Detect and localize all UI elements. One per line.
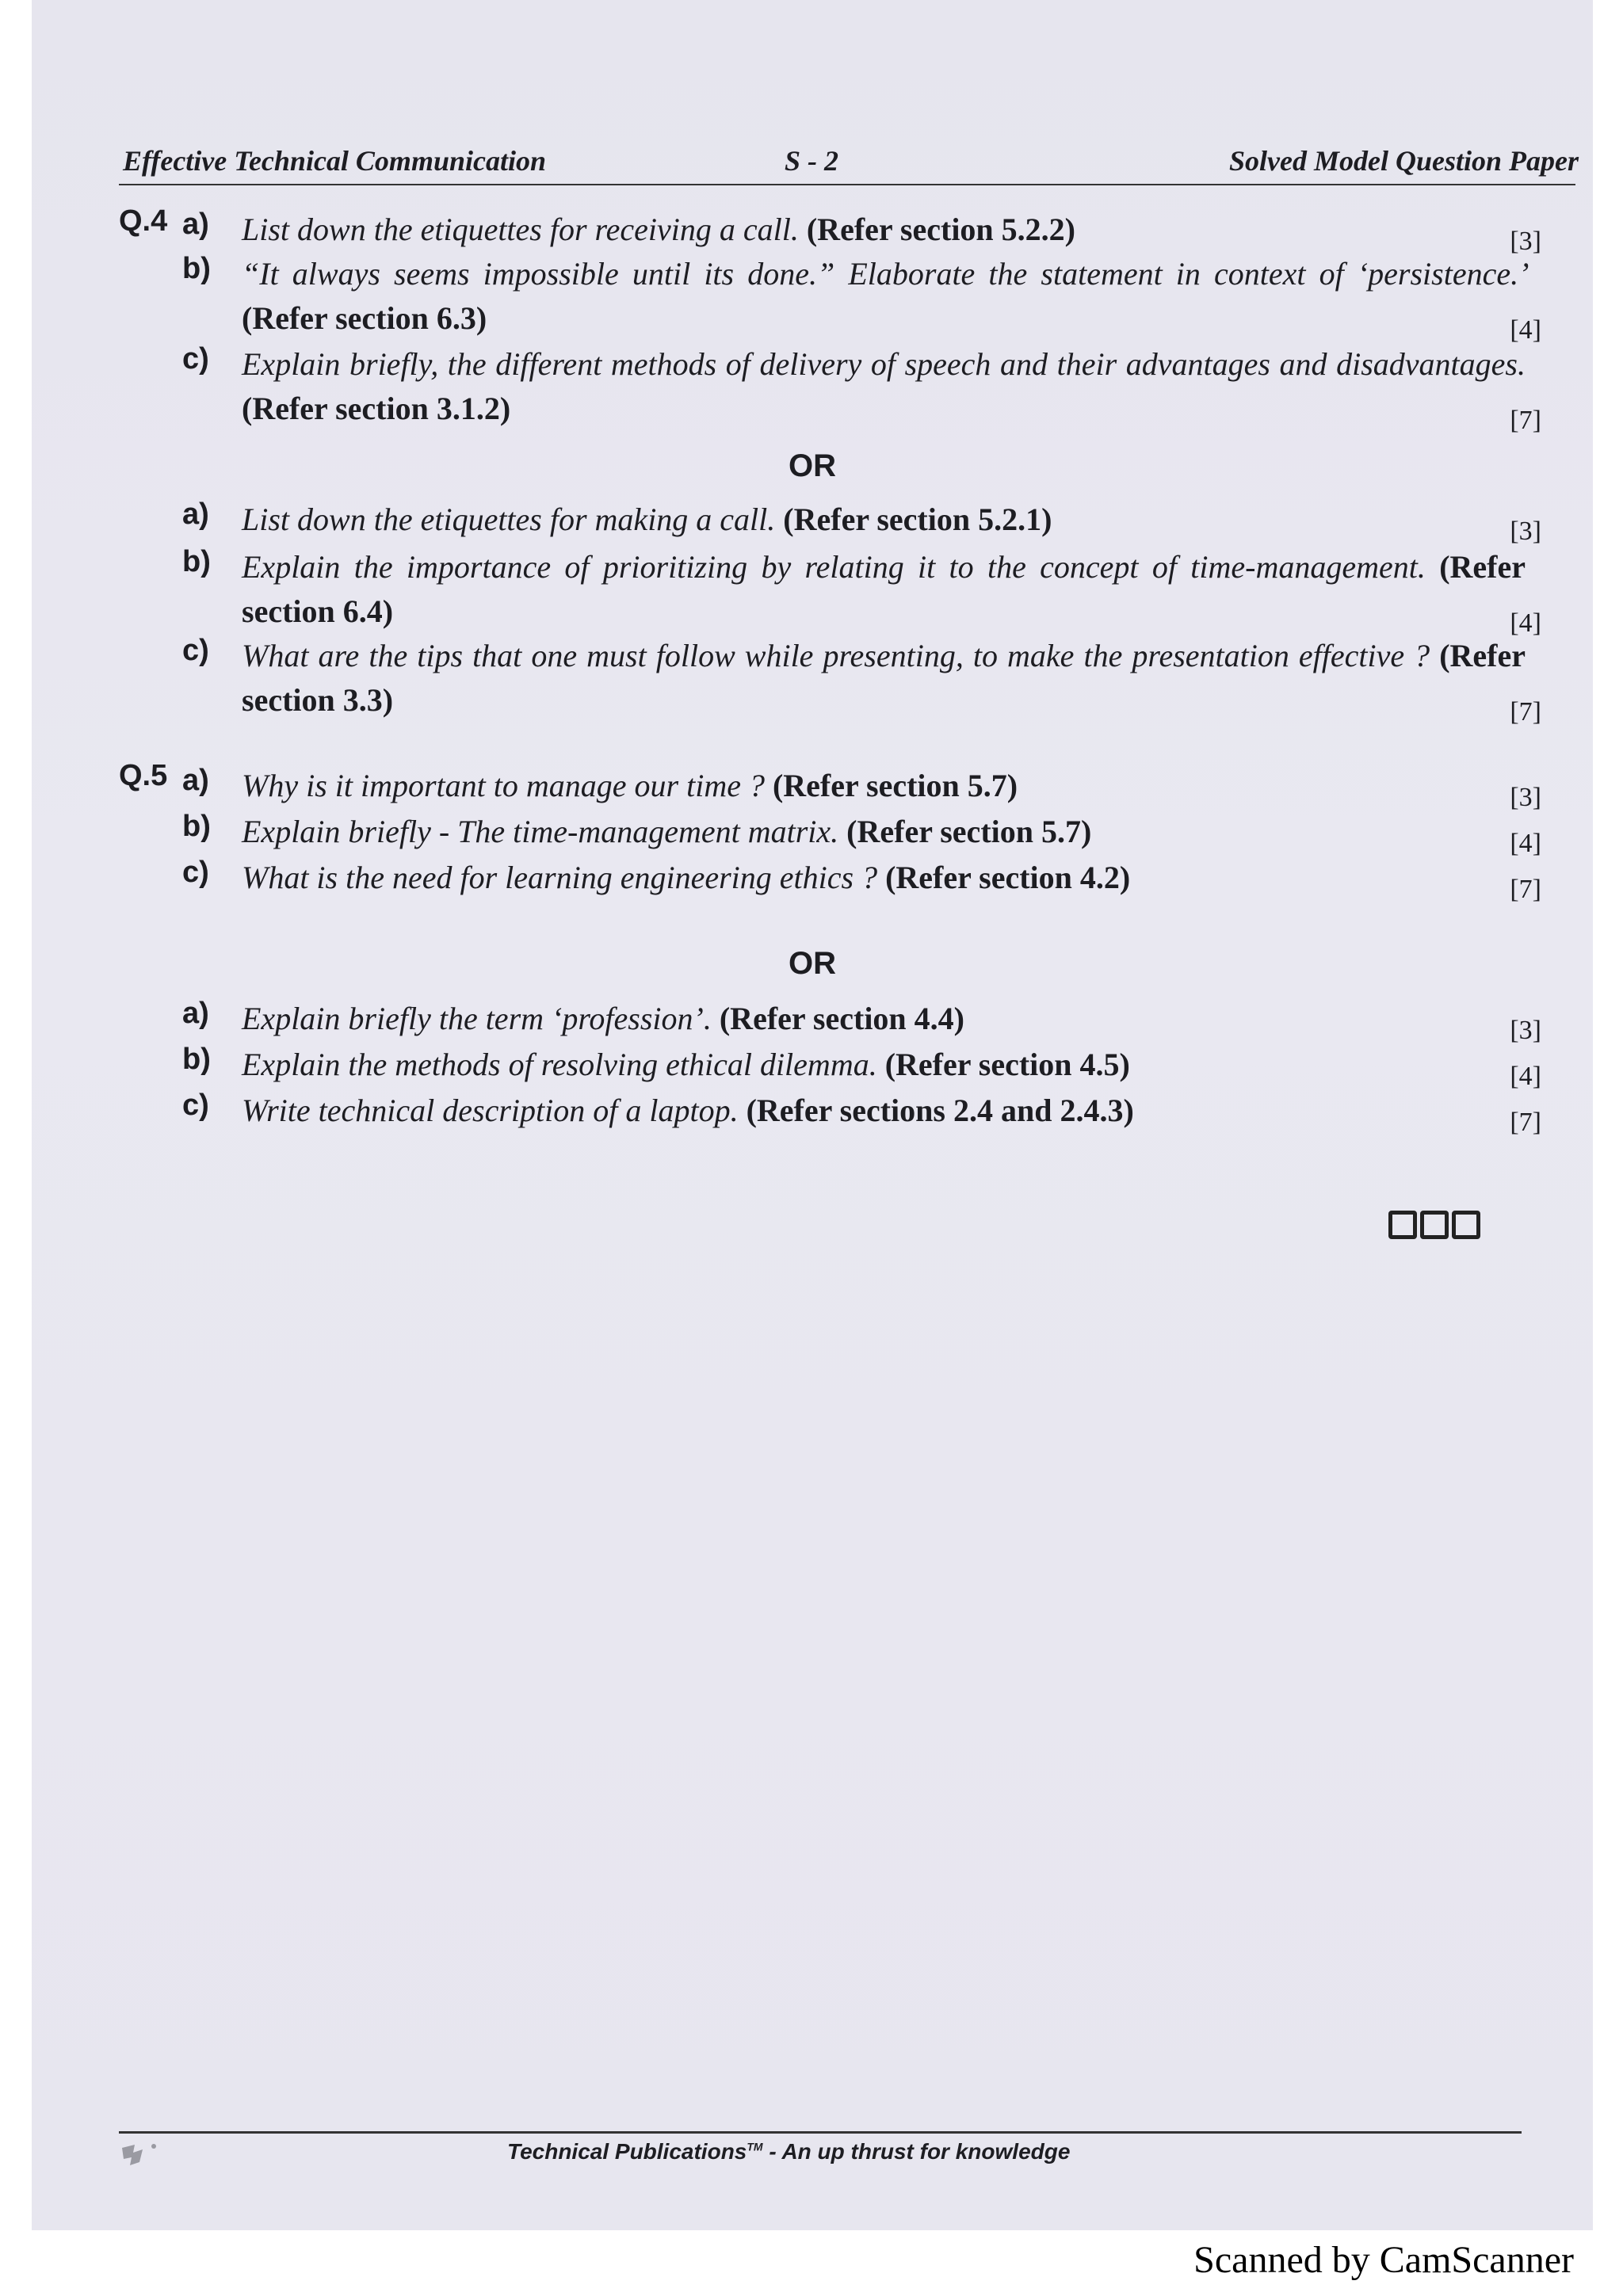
section-reference: (Refer section 6.3) bbox=[242, 300, 487, 336]
section-reference: (Refer section 3.3) bbox=[242, 638, 1526, 718]
question-part bbox=[182, 764, 1541, 812]
scanned-page bbox=[32, 0, 1593, 2230]
marks: [4] bbox=[1510, 829, 1541, 858]
part-text: Explain briefly - The time-management matrix. (Refer section 5.7) bbox=[242, 814, 1092, 849]
part-text: Why is it important to manage our time ? (Refer section 5.7) bbox=[242, 768, 1018, 803]
marks: [7] bbox=[1510, 406, 1541, 435]
part-label: a) bbox=[182, 208, 209, 241]
marks: [4] bbox=[1510, 608, 1541, 638]
question-part bbox=[182, 252, 1541, 345]
header-book-title: Effective Technical Communication bbox=[123, 145, 546, 177]
question-part bbox=[182, 997, 1541, 1045]
marks: [7] bbox=[1510, 697, 1541, 727]
or-separator: OR bbox=[789, 946, 836, 981]
marks: [3] bbox=[1510, 227, 1541, 256]
header-rule bbox=[119, 184, 1575, 185]
part-text: Explain briefly the term ‘profession’. (Refer section 4.4) bbox=[242, 1001, 964, 1036]
marks: [4] bbox=[1510, 315, 1541, 345]
section-reference: (Refer section 5.7) bbox=[846, 814, 1092, 849]
section-reference: (Refer sections 2.4 and 2.4.3) bbox=[746, 1093, 1134, 1128]
part-label: c) bbox=[182, 634, 209, 667]
part-label: a) bbox=[182, 498, 209, 531]
part-label: a) bbox=[182, 764, 209, 797]
question-number: Q.5 bbox=[119, 759, 168, 792]
question-part bbox=[182, 856, 1541, 904]
question-number: Q.4 bbox=[119, 204, 168, 238]
section-reference: (Refer section 4.2) bbox=[885, 860, 1131, 895]
section-reference: (Refer section 3.1.2) bbox=[242, 391, 511, 426]
header-page-number: S - 2 bbox=[785, 145, 839, 177]
part-text: What is the need for learning engineering ethics ? (Refer section 4.2) bbox=[242, 860, 1131, 895]
end-of-section-mark bbox=[1388, 1211, 1480, 1239]
question-part bbox=[182, 498, 1541, 546]
marks: [7] bbox=[1510, 1108, 1541, 1137]
marks: [3] bbox=[1510, 783, 1541, 812]
section-reference: (Refer section 5.2.2) bbox=[806, 212, 1075, 247]
part-label: b) bbox=[182, 545, 211, 578]
part-text: “It always seems impossible until its done.” Elaborate the statement in context of ‘persistence.’ (Refer section 6.3) bbox=[242, 256, 1526, 336]
question-part bbox=[182, 342, 1541, 435]
marks: [3] bbox=[1510, 517, 1541, 546]
trademark-mark: TM bbox=[747, 2140, 763, 2153]
part-label: c) bbox=[182, 856, 209, 889]
section-reference: (Refer section 4.4) bbox=[719, 1001, 964, 1036]
footer-rule bbox=[119, 2131, 1522, 2134]
publisher-logo-icon bbox=[119, 2142, 160, 2168]
part-text: Explain the importance of prioritizing by relating it to the concept of time-management. (Refer section 6.4) bbox=[242, 549, 1526, 629]
marks: [3] bbox=[1510, 1016, 1541, 1045]
section-reference: (Refer section 4.5) bbox=[884, 1047, 1130, 1082]
marks: [7] bbox=[1510, 875, 1541, 904]
scanner-watermark: Scanned by CamScanner bbox=[1193, 2239, 1574, 2281]
question-part bbox=[182, 1043, 1541, 1091]
part-label: b) bbox=[182, 1043, 211, 1076]
question-part bbox=[182, 1089, 1541, 1137]
part-text: List down the etiquettes for receiving a call. (Refer section 5.2.2) bbox=[242, 212, 1075, 247]
part-label: c) bbox=[182, 342, 209, 376]
or-separator: OR bbox=[789, 448, 836, 483]
part-text: What are the tips that one must follow while presenting, to make the presentation effective ? (Refer section 3.3) bbox=[242, 638, 1526, 718]
question-part bbox=[182, 545, 1541, 638]
part-label: c) bbox=[182, 1089, 209, 1122]
part-text: List down the etiquettes for making a call. (Refer section 5.2.1) bbox=[242, 502, 1052, 537]
section-reference: (Refer section 5.7) bbox=[772, 768, 1018, 803]
section-reference: (Refer section 6.4) bbox=[242, 549, 1526, 629]
section-reference: (Refer section 5.2.1) bbox=[783, 502, 1052, 537]
part-text: Explain the methods of resolving ethical dilemma. (Refer section 4.5) bbox=[242, 1047, 1130, 1082]
footer-tagline: - An up thrust for knowledge bbox=[769, 2139, 1071, 2164]
part-label: b) bbox=[182, 252, 211, 285]
marks: [4] bbox=[1510, 1062, 1541, 1091]
part-label: b) bbox=[182, 810, 211, 843]
question-part bbox=[182, 810, 1541, 858]
question-part bbox=[182, 208, 1541, 256]
part-text: Explain briefly, the different methods of delivery of speech and their advantages and disadvantages. (Refer section 3.1.2) bbox=[242, 346, 1526, 426]
footer-publisher: Technical Publications™ - An up thrust for knowledge bbox=[507, 2139, 1071, 2164]
part-label: a) bbox=[182, 997, 209, 1030]
question-part bbox=[182, 634, 1541, 727]
part-text: Write technical description of a laptop. (Refer sections 2.4 and 2.4.3) bbox=[242, 1093, 1134, 1128]
header-section-title: Solved Model Question Paper bbox=[1229, 145, 1579, 177]
